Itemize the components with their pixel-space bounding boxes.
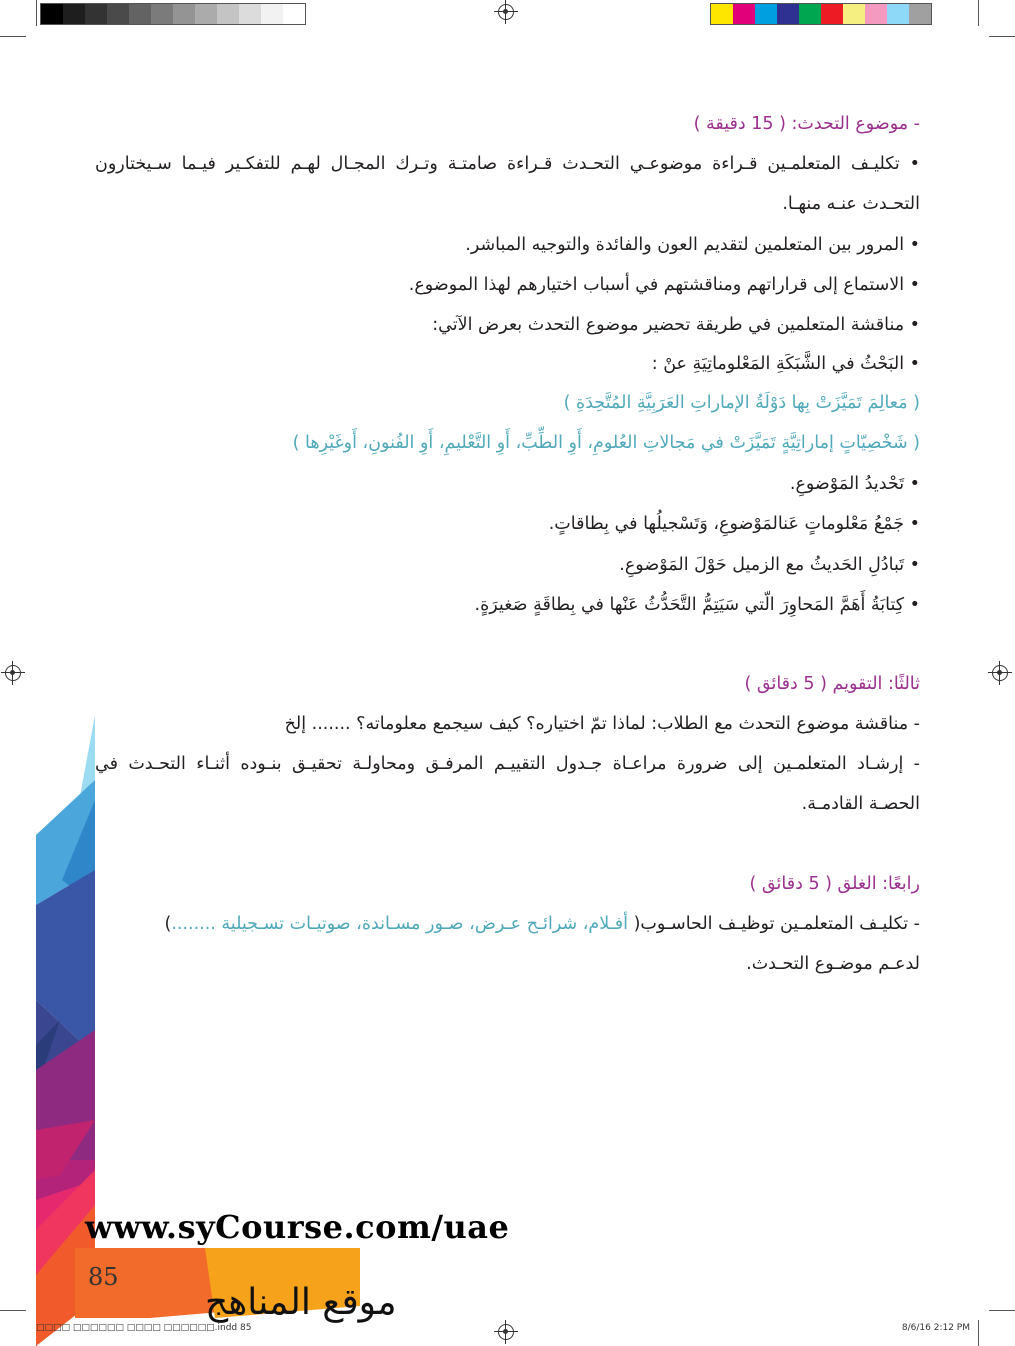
color-swatch [843, 4, 865, 24]
crop-mark [978, 1320, 979, 1346]
registration-mark-icon [992, 665, 1008, 681]
color-swatch [755, 4, 777, 24]
paragraph-line: • تكليـف المتعلمـين قـراءة موضوعـي التحـدث قـراءة صامتـة وتـرك المجـال لهـم للتفكـير فيـما سـيختارون [95, 154, 920, 174]
color-swatch [711, 4, 733, 24]
print-slug-timestamp: 8/6/16 2:12 PM [901, 1323, 970, 1333]
bullet-item: • تَبادُلِ الحَديثُ مع الزميل حَوْلَ المَوْضوعِ. [619, 555, 920, 575]
bullet-item: • تَحْديدُ المَوْضوعِ. [789, 474, 920, 494]
section-heading-closing: رابعًا: الغلق ( 5 دقائق ) [749, 874, 920, 894]
topic-option: ( مَعالِمَ تَمَيَّزَتْ بِها دَوْلَةُ الإماراتِ العَرَبِيَّةِ المُتَّحِدَةِ ) [563, 393, 920, 413]
closing-line-media-list: أفـلام، شرائـح عـرض، صـور مسـاندة، صوتيـات تسـجيلية ........ [171, 914, 634, 934]
topic-option: ( شَخْصِيّاتٍ إماراتِيَّةٍ تَمَيَّزَتْ في مَجالاتِ العُلومِ، أَوِ الطِّبِّ، أَوِ التَّعْليمِ، أَوِ الفُنونِ، أَوغَيْرِها ) [292, 433, 920, 453]
color-swatch [777, 4, 799, 24]
crop-mark [989, 36, 1015, 37]
paragraph-line: الحصـة القادمـة. [801, 794, 920, 814]
page-number: 85 [88, 1263, 119, 1291]
paragraph-line: - مناقشة موضوع التحدث مع الطلاب: لماذا تمّ اختياره؟ كيف سيجمع معلوماته؟ ....... إلخ [284, 714, 920, 734]
registration-mark-icon [498, 1324, 514, 1340]
closing-line-end: ) [164, 914, 172, 934]
color-calibration-bar [710, 3, 932, 25]
color-swatch [887, 4, 909, 24]
registration-mark-icon [498, 4, 514, 20]
bullet-item: • المرور بين المتعلمين لتقديم العون والفائدة والتوجيه المباشر. [465, 235, 920, 255]
color-swatch [799, 4, 821, 24]
crop-mark [978, 0, 979, 26]
section-heading-evaluation: ثالثًا: التقويم ( 5 دقائق ) [744, 674, 920, 694]
paragraph-line: لدعـم موضـوع التحـدث. [746, 954, 920, 974]
bullet-item: • البَحْثُ في الشَّبَكَةِ المَعْلوماتِيَةِ عنْ : [651, 354, 920, 374]
site-logo-text: موقع المناهج [205, 1282, 397, 1323]
bullet-item: • الاستماع إلى قراراتهم ومناقشتهم في أسباب اختيارهم لهذا الموضوع. [408, 275, 920, 295]
bullet-item: • كِتابَةُ أَهَمَّ المَحاوِرَ الّتي سَيَتِمُّ التَّحَدُّثُ عَنْها في بِطاقَةٍ صَغيرَةٍ. [474, 595, 920, 615]
color-swatch [865, 4, 887, 24]
section-heading-speaking-topic: - موضوع التحدث: ( 15 دقيقة ) [693, 114, 920, 134]
color-swatch [821, 4, 843, 24]
paragraph-line: التحـدث عنـه منهـا. [782, 194, 920, 214]
paragraph-line [95, 912, 920, 936]
paragraph-line: - إرشـاد المتعلمـين إلى ضرورة مراعـاة جـدول التقييـم المرفـق ومحاولـة تحقيـق بنـوده أثنـاء التحـدث في [95, 754, 920, 774]
color-swatch [909, 4, 931, 24]
print-slug-filename: □□□□ □□□□□□ □□□□ □□□□□□.indd 85 [36, 1323, 252, 1333]
bullet-item: • مناقشة المتعلمين في طريقة تحضير موضوع التحدث بعرض الآتي: [432, 315, 920, 335]
closing-line-start: - تكليـف المتعلمـين توظيـف الحاسـوب( [633, 914, 920, 934]
bullet-item: • جَمْعُ مَعْلوماتٍ عَنالمَوْضوعِ، وَتَسْجيلُها في بِطاقاتٍ. [548, 514, 920, 534]
crop-mark [989, 1310, 1015, 1311]
color-swatch [733, 4, 755, 24]
footer-website-url: www.syCourse.com/uae [85, 1208, 510, 1246]
